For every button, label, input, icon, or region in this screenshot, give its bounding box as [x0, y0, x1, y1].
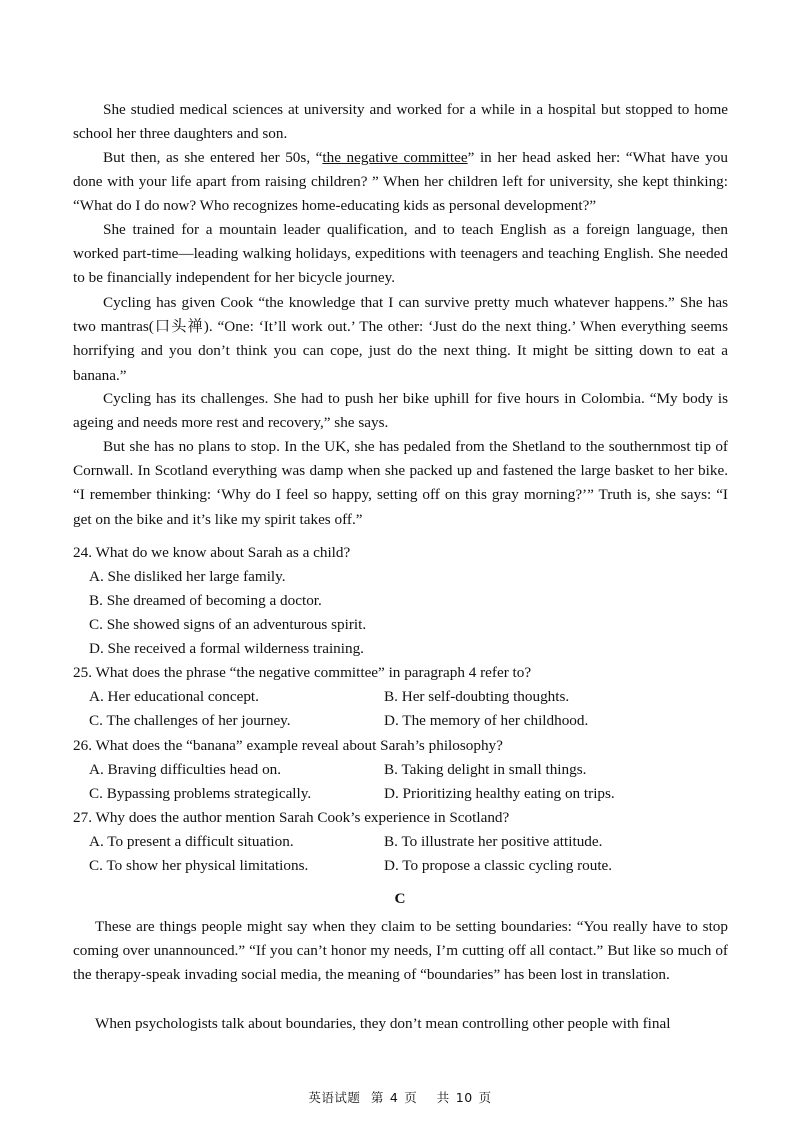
passage-paragraph-6: But she has no plans to stop. In the UK, she has pedaled from the Shetland to the southernmost tip of Cornwall. In Scotland everything was damp when she packed up and fastened the large basket to her bike. “I remember thinking: ‘Why do I feel so happy, setting off on this gray morning?’” Truth is, she says: “I get on the bike and it’s like my spirit takes off.” [73, 438, 728, 528]
footer-total-unit: 页 [478, 1090, 492, 1105]
question-25-option-a: A. Her educational concept. [89, 688, 259, 705]
question-26-option-b: B. Taking delight in small things. [384, 761, 587, 778]
paragraph-2-lead: But then, as she entered her 50s, “ [103, 149, 323, 166]
question-26: 26. What does the “banana” example reveal about Sarah’s philosophy? [73, 737, 503, 754]
question-27-option-c: C. To show her physical limitations. [89, 857, 309, 874]
question-25: 25. What does the phrase “the negative committee” in paragraph 4 refer to? [73, 664, 532, 681]
page-footer [0, 1088, 800, 1106]
passage-paragraph-3: She trained for a mountain leader qualification, and to teach English as a foreign language, then worked part-time—leading walking holidays, expeditions with teenagers and teaching English. She needed to be financially independent for her bicycle journey. [73, 221, 728, 287]
section-c-heading: C [394, 890, 406, 907]
question-27-option-a: A. To present a difficult situation. [89, 833, 294, 850]
paragraph-2-rest: ” in her head asked her: “What have you done with your life apart from raising children? ” When her children left for university, she kept thinking: “What do I do now? Who recognizes home-educating kids as personal development?” [73, 149, 728, 215]
footer-page-unit: 页 [404, 1090, 418, 1105]
section-c-paragraph-1: These are things people might say when they claim to be setting boundaries: “You really have to stop coming over unannounced.” “If you can’t honor my needs, I’m cutting off all contact.” But like so much of the therapy-speak invading social media, the meaning of “boundaries” has been lost in translation. [73, 918, 728, 984]
question-24: 24. What do we know about Sarah as a child? [73, 544, 351, 561]
footer-total-pages: 10 [455, 1090, 473, 1105]
question-26-option-c: C. Bypassing problems strategically. [89, 785, 312, 802]
footer-total-prefix: 共 [436, 1090, 450, 1105]
question-27: 27. Why does the author mention Sarah Cook’s experience in Scotland? [73, 809, 510, 826]
question-27-option-d: D. To propose a classic cycling route. [384, 857, 613, 874]
underlined-phrase: the negative committee [322, 149, 468, 166]
question-26-option-a: A. Braving difficulties head on. [89, 761, 282, 778]
question-25-option-c: C. The challenges of her journey. [89, 712, 291, 729]
question-27-option-b: B. To illustrate her positive attitude. [384, 833, 603, 850]
question-25-option-d: D. The memory of her childhood. [384, 712, 589, 729]
passage-paragraph-4: Cycling has given Cook “the knowledge that I can survive pretty much whatever happens.” She has two mantras(口头禅). “One: ‘It’ll work out.’ The other: ‘Just do the next thing.’ When everything seems horrifying and you don’t think you can cope, just do the next thing. It might be sitting down to eat a banana.” [73, 294, 728, 384]
passage-paragraph-1: She studied medical sciences at university and worked for a while in a hospital but stopped to home school her three daughters and son. [73, 101, 728, 143]
footer-page-prefix: 第 [370, 1090, 384, 1105]
question-26-option-d: D. Prioritizing healthy eating on trips. [384, 785, 615, 802]
question-24-option-c: C. She showed signs of an adventurous spirit. [89, 616, 367, 633]
question-24-option-d: D. She received a formal wilderness training. [89, 640, 364, 657]
section-c-paragraph-2: When psychologists talk about boundaries, they don’t mean controlling other people with final [95, 1015, 671, 1032]
passage-paragraph-5: Cycling has its challenges. She had to push her bike uphill for five hours in Colombia. “My body is ageing and needs more rest and recovery,” she says. [73, 390, 728, 432]
passage-paragraph-2 [73, 146, 728, 219]
question-24-option-b: B. She dreamed of becoming a doctor. [89, 592, 322, 609]
question-24-option-a: A. She disliked her large family. [89, 568, 286, 585]
question-25-option-b: B. Her self-doubting thoughts. [384, 688, 570, 705]
footer-subject: 英语试题 [308, 1090, 361, 1105]
footer-page-number: 4 [389, 1090, 399, 1105]
